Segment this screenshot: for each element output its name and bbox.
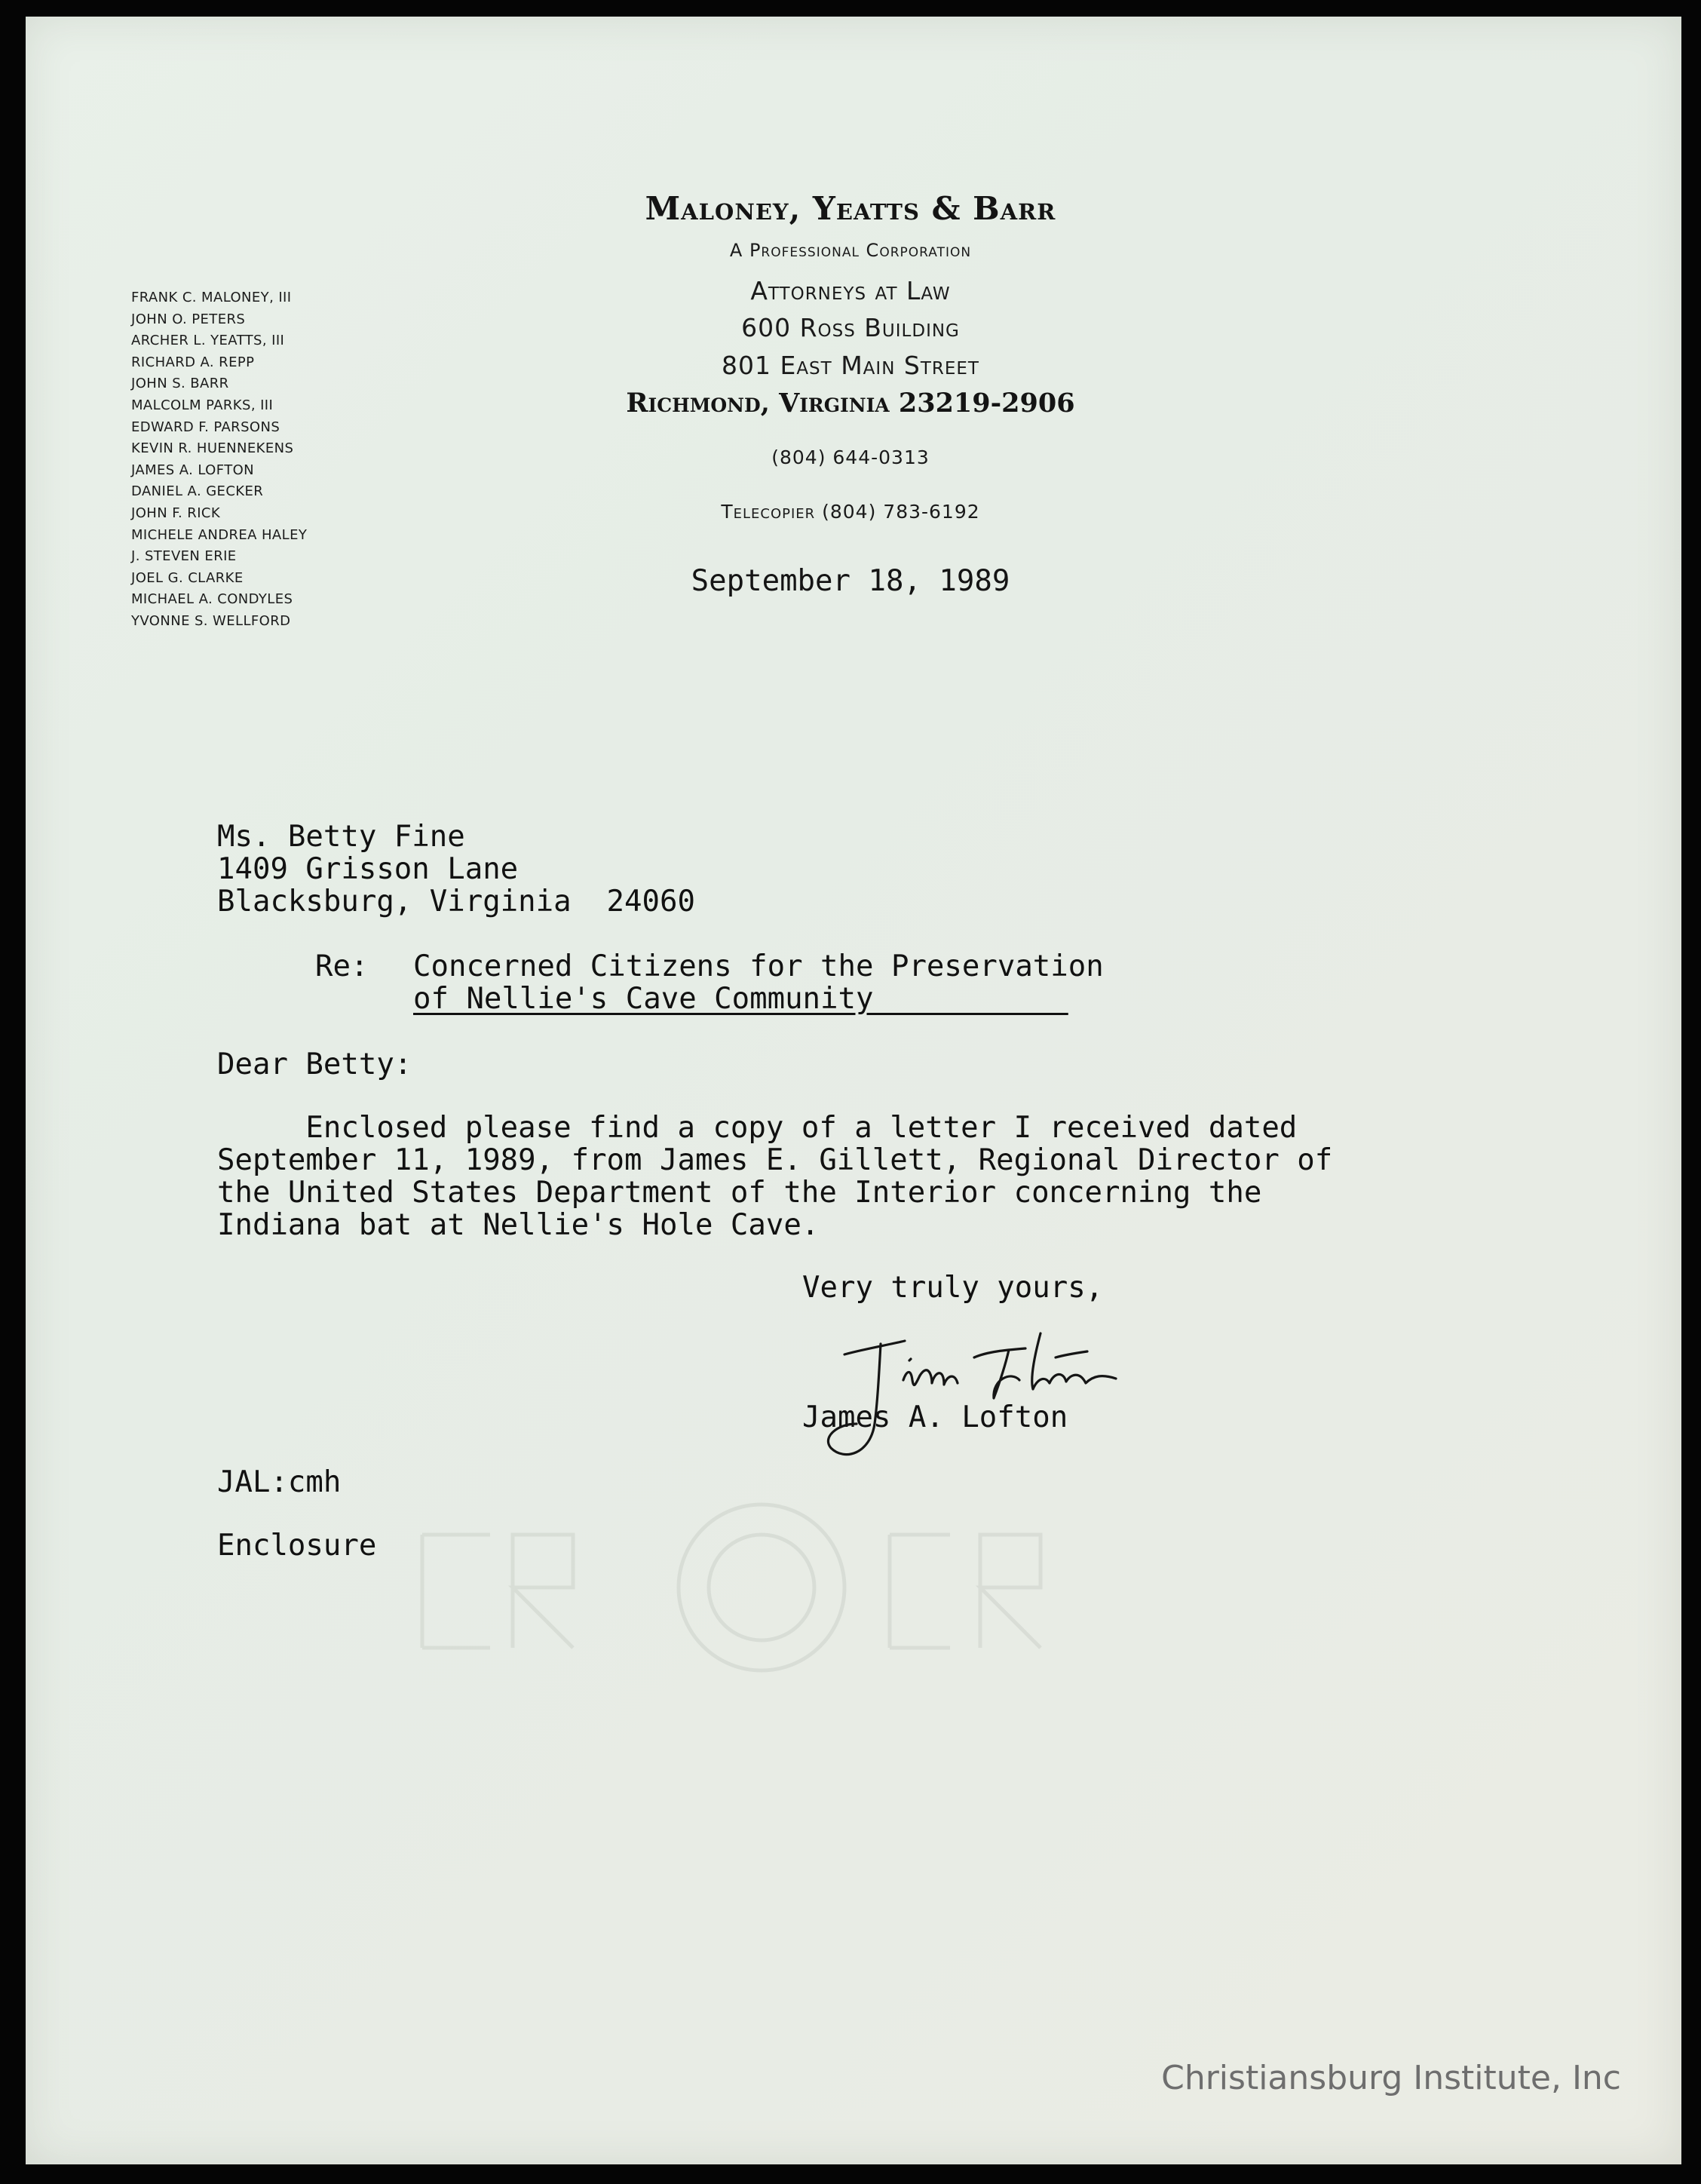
body-line: the United States Department of the Interior concerning the <box>217 1176 1262 1210</box>
salutation: Dear Betty: <box>217 1048 412 1081</box>
firm-name: Maloney, Yeatts & Barr <box>645 190 1056 227</box>
practice-line: Attorneys at Law <box>750 276 951 305</box>
partner-name: EDWARD F. PARSONS <box>131 419 280 435</box>
handwritten-signature <box>814 1311 1139 1469</box>
building-line: 600 Ross Building <box>741 313 960 342</box>
partner-name: JOHN F. RICK <box>131 505 221 521</box>
recipient-street: 1409 Grisson Lane <box>217 852 519 886</box>
partner-name: DANIEL A. GECKER <box>131 483 264 500</box>
partner-name: MALCOLM PARKS, III <box>131 397 274 413</box>
body-line: Indiana bat at Nellie's Hole Cave. <box>217 1208 820 1242</box>
city-line: Richmond, Virginia 23219-2906 <box>626 388 1075 419</box>
partner-name: YVONNE S. WELLFORD <box>131 612 291 629</box>
re-label: Re: <box>315 949 369 983</box>
body-line: September 11, 1989, from James E. Gillett, Regional Director of <box>217 1143 1333 1177</box>
paper-watermark <box>407 1497 1131 1693</box>
recipient-name: Ms. Betty Fine <box>217 820 465 854</box>
recipient-city: Blacksburg, Virginia 24060 <box>217 885 695 919</box>
collection-credit: Christiansburg Institute, Inc <box>1161 2059 1621 2097</box>
closing: Very truly yours, <box>802 1271 1104 1305</box>
partner-name: JOEL G. CLARKE <box>131 569 244 586</box>
subject-line-1: Concerned Citizens for the Preservation <box>413 949 1104 983</box>
partner-name: JOHN O. PETERS <box>131 311 246 327</box>
partner-name: JOHN S. BARR <box>131 376 229 392</box>
partner-name: J. STEVEN ERIE <box>131 548 237 565</box>
partner-name: ARCHER L. YEATTS, III <box>131 333 285 349</box>
telecopier-line: Telecopier (804) 783-6192 <box>721 501 980 523</box>
partner-list <box>131 287 307 633</box>
partner-name: RICHARD A. REPP <box>131 354 255 370</box>
letter-body <box>217 1112 1332 1241</box>
street-line: 801 East Main Street <box>722 351 979 380</box>
body-line: Enclosed please find a copy of a letter I received dated <box>217 1111 1298 1145</box>
corporation-line: A Professional Corporation <box>729 240 972 261</box>
typist-initials: JAL:cmh <box>217 1465 342 1499</box>
partner-name: FRANK C. MALONEY, III <box>131 290 292 305</box>
partner-name: JAMES A. LOFTON <box>131 462 255 478</box>
enclosure-note: Enclosure <box>217 1529 377 1563</box>
partner-name: MICHELE ANDREA HALEY <box>131 526 308 543</box>
signer-name: James A. Lofton <box>802 1400 1068 1434</box>
partner-name: MICHAEL A. CONDYLES <box>131 591 293 608</box>
partner-name: KEVIN R. HUENNEKENS <box>131 440 294 457</box>
recipient-address <box>217 821 695 918</box>
subject-line <box>413 950 1104 1015</box>
letter-date: September 18, 1989 <box>691 564 1010 598</box>
phone-line: (804) 644-0313 <box>771 446 930 468</box>
subject-line-2: of Nellie's Cave Community <box>413 982 1068 1016</box>
